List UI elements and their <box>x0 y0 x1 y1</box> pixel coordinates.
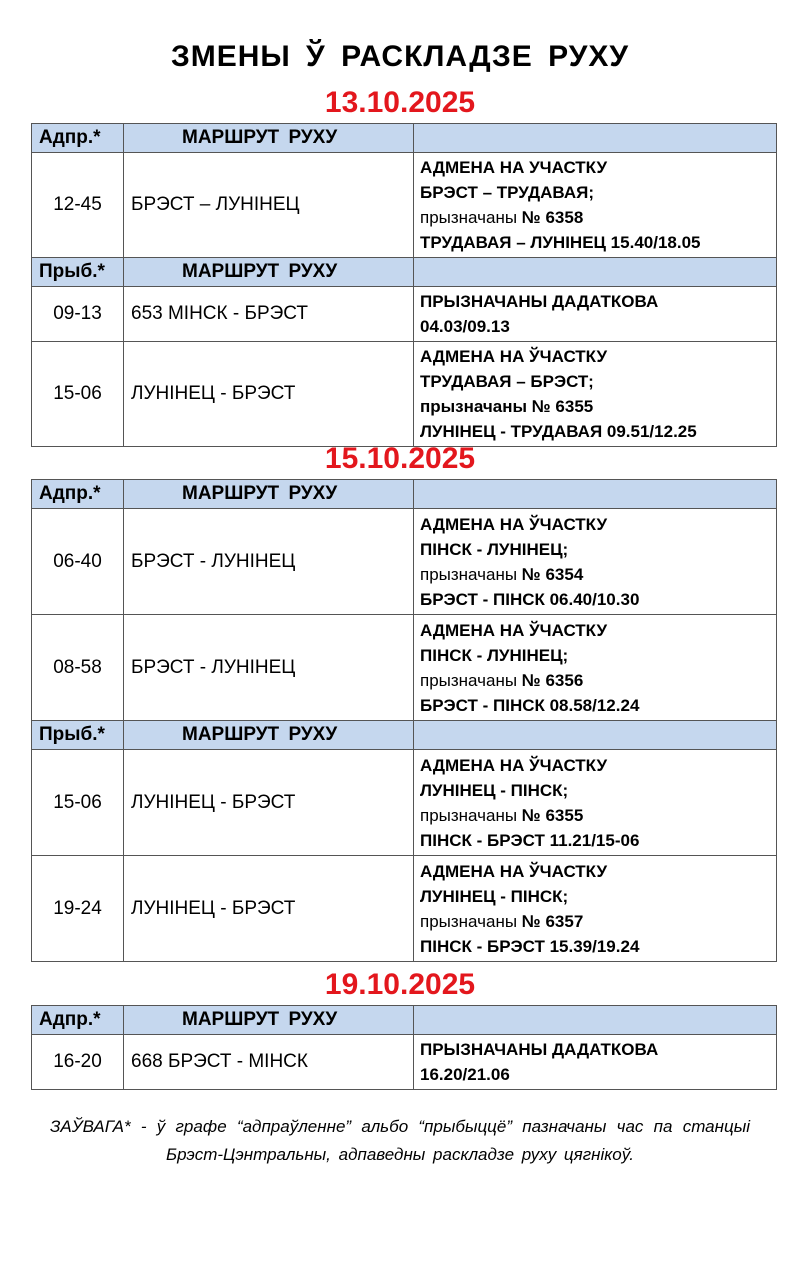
time-cell: 15-06 <box>32 750 124 856</box>
note-line: БРЭСТ - ПІНСК 06.40/10.30 <box>420 589 640 609</box>
table-row <box>32 153 777 258</box>
section-date: 13.10.2025 <box>324 86 476 119</box>
note-line: ПІНСК - ЛУНІНЕЦ; <box>420 539 569 559</box>
note-line: 04.03/09.13 <box>420 317 510 336</box>
route-cell: БРЭСТ - ЛУНІНЕЦ <box>124 509 414 615</box>
note-line: ПІНСК - БРЭСТ 15.39/19.24 <box>420 936 640 956</box>
route-cell: БРЭСТ - ЛУНІНЕЦ <box>124 615 414 721</box>
time-cell: 06-40 <box>32 509 124 615</box>
note-line: ПІНСК - ЛУНІНЕЦ; <box>420 645 569 665</box>
note-line: прызначаны № 6356 <box>420 670 584 690</box>
note-header <box>414 258 777 287</box>
note-cell <box>414 153 777 258</box>
table-row <box>32 750 777 856</box>
note-cell <box>414 856 777 962</box>
time-cell: 15-06 <box>32 342 124 447</box>
route-header: МАРШРУТ РУХУ <box>124 721 414 750</box>
note-header <box>414 1006 777 1035</box>
departures-header-row <box>32 124 777 153</box>
note-header <box>414 721 777 750</box>
arrivals-header-row <box>32 258 777 287</box>
note-line: прызначаны № 6355 <box>420 397 594 416</box>
time-cell: 09-13 <box>32 287 124 342</box>
note-cell <box>414 615 777 721</box>
departures-header-row <box>32 1006 777 1035</box>
route-header: МАРШРУТ РУХУ <box>124 480 414 509</box>
departures-header: Адпр.* <box>32 124 124 153</box>
route-cell: 653 МІНСК - БРЭСТ <box>124 287 414 342</box>
note-line: БРЭСТ - ПІНСК 08.58/12.24 <box>420 695 640 715</box>
table-row <box>32 342 777 447</box>
note-line: АДМЕНА НА ЎЧАСТКУ <box>420 514 608 534</box>
time-cell: 08-58 <box>32 615 124 721</box>
note-header <box>414 124 777 153</box>
section-date: 19.10.2025 <box>324 968 476 1001</box>
note-cell <box>414 342 777 447</box>
time-cell: 12-45 <box>32 153 124 258</box>
note-line: прызначаны № 6355 <box>420 805 584 825</box>
note-line: ЛУНІНЕЦ - ПІНСК; <box>420 780 569 800</box>
note-line: АДМЕНА НА ЎЧАСТКУ <box>420 861 608 881</box>
route-cell: БРЭСТ – ЛУНІНЕЦ <box>124 153 414 258</box>
note-line: прызначаны № 6358 <box>420 208 584 227</box>
departures-header: Адпр.* <box>32 480 124 509</box>
time-cell: 19-24 <box>32 856 124 962</box>
note-line: 16.20/21.06 <box>420 1065 510 1084</box>
table-row <box>32 287 777 342</box>
schedule-table <box>31 1005 777 1090</box>
note-header <box>414 480 777 509</box>
note-line: прызначаны № 6357 <box>420 911 584 931</box>
note-cell <box>414 509 777 615</box>
note-line: АДМЕНА НА ЎЧАСТКУ <box>420 755 608 775</box>
route-header: МАРШРУТ РУХУ <box>124 124 414 153</box>
page-title: ЗМЕНЫ Ў РАСКЛАДЗЕ РУХУ <box>170 40 630 73</box>
note-line: ТРУДАВАЯ – БРЭСТ; <box>420 372 594 391</box>
note-line: ПРЫЗНАЧАНЫ ДАДАТКОВА <box>420 292 659 311</box>
table-row <box>32 615 777 721</box>
route-cell: ЛУНІНЕЦ - БРЭСТ <box>124 750 414 856</box>
route-header: МАРШРУТ РУХУ <box>124 258 414 287</box>
note-cell <box>414 287 777 342</box>
schedule-table <box>31 479 777 962</box>
arrivals-header: Прыб.* <box>32 258 124 287</box>
table-row <box>32 509 777 615</box>
note-line: АДМЕНА НА ЎЧАСТКУ <box>420 347 608 366</box>
note-line: ТРУДАВАЯ – ЛУНІНЕЦ 15.40/18.05 <box>420 233 701 252</box>
note-cell <box>414 750 777 856</box>
table-row <box>32 856 777 962</box>
note-line: АДМЕНА НА УЧАСТКУ <box>420 158 608 177</box>
section-date: 15.10.2025 <box>324 442 476 475</box>
note-line: АДМЕНА НА ЎЧАСТКУ <box>420 620 608 640</box>
departures-header-row <box>32 480 777 509</box>
table-row <box>32 1035 777 1090</box>
route-header: МАРШРУТ РУХУ <box>124 1006 414 1035</box>
route-cell: ЛУНІНЕЦ - БРЭСТ <box>124 342 414 447</box>
note-line: ЛУНІНЕЦ - ПІНСК; <box>420 886 569 906</box>
route-cell: 668 БРЭСТ - МІНСК <box>124 1035 414 1090</box>
time-cell: 16-20 <box>32 1035 124 1090</box>
note-cell <box>414 1035 777 1090</box>
note-line: прызначаны № 6354 <box>420 564 584 584</box>
departures-header: Адпр.* <box>32 1006 124 1035</box>
footnote: ЗАЎВАГА* - ў графе “адпраўленне” альбо “прыбыццё” пазначаны час па станцыі Брэст-Цэнтральны, адпаведны раскладзе руху цягнікоў. <box>50 1117 750 1164</box>
note-line: ПІНСК - БРЭСТ 11.21/15-06 <box>420 830 640 850</box>
note-line: ЛУНІНЕЦ - ТРУДАВАЯ 09.51/12.25 <box>420 422 697 441</box>
arrivals-header: Прыб.* <box>32 721 124 750</box>
note-line: ПРЫЗНАЧАНЫ ДАДАТКОВА <box>420 1040 659 1059</box>
arrivals-header-row <box>32 721 777 750</box>
schedule-table <box>31 123 777 447</box>
route-cell: ЛУНІНЕЦ - БРЭСТ <box>124 856 414 962</box>
note-line: БРЭСТ – ТРУДАВАЯ; <box>420 183 594 202</box>
